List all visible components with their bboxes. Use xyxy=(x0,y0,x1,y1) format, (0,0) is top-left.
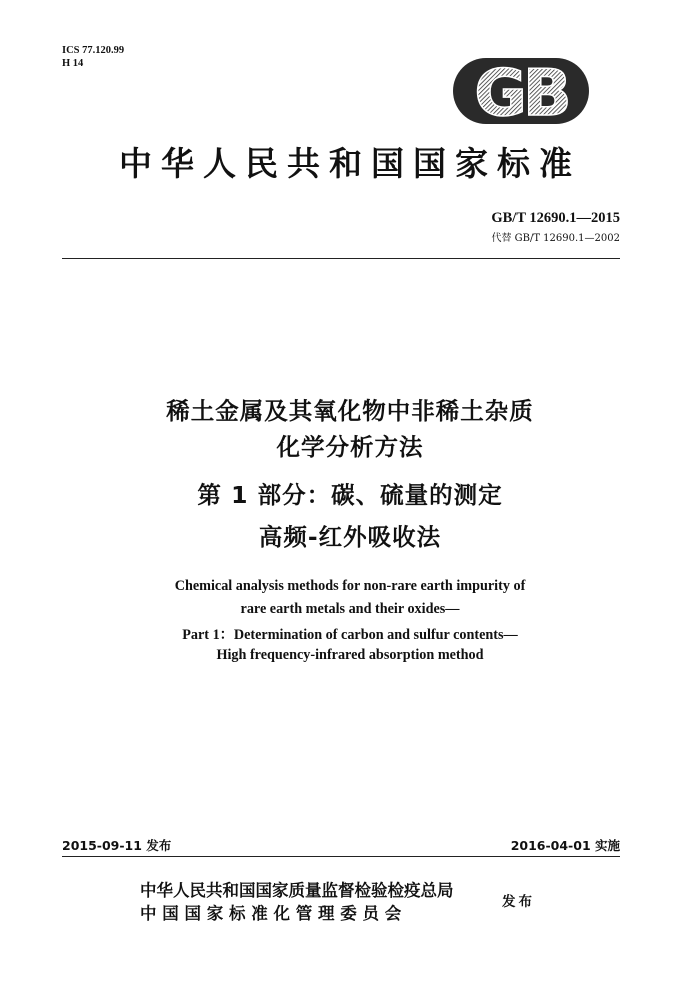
title-zh-line2: 化学分析方法 xyxy=(276,433,424,461)
header-divider xyxy=(62,258,620,259)
issue-date: 2015-09-11 发布 xyxy=(62,838,172,853)
title-en-line1: Chemical analysis methods for non-rare earth impurity of xyxy=(174,578,526,594)
ics-code: ICS 77.120.99 xyxy=(62,45,125,56)
standard-type-title: 中华人民共和国国家标准 xyxy=(119,144,581,183)
classification-codes xyxy=(62,44,124,70)
issuer-line1: 中华人民共和国国家质量监督检验检疫总局 xyxy=(140,881,454,900)
title-zh-line4: 高频-红外吸收法 xyxy=(258,523,442,551)
effective-date: 2016-04-01 实施 xyxy=(510,838,620,853)
standard-code: GB/T 12690.1—2015 xyxy=(491,210,620,226)
issuer-line2: 中 国 国 家 标 准 化 管 理 委 员 会 xyxy=(140,904,402,923)
gb-logo-icon xyxy=(452,57,590,125)
footer-divider xyxy=(62,856,620,857)
title-en-line4: High frequency-infrared absorption method xyxy=(216,647,484,663)
ccs-code: H 14 xyxy=(62,58,84,69)
replaced-standard: 代替 GB/T 12690.1—2002 xyxy=(491,233,620,244)
title-en-line2: rare earth metals and their oxides— xyxy=(240,601,460,617)
title-zh-line1: 稀土金属及其氧化物中非稀土杂质 xyxy=(166,397,534,425)
title-zh-line3: 第 1 部分：碳、硫量的测定 xyxy=(197,481,503,509)
title-en-line3: Part 1：Determination of carbon and sulfur contents— xyxy=(182,627,518,643)
publish-label: 发布 xyxy=(502,894,535,910)
logo-text: GB xyxy=(474,57,568,125)
